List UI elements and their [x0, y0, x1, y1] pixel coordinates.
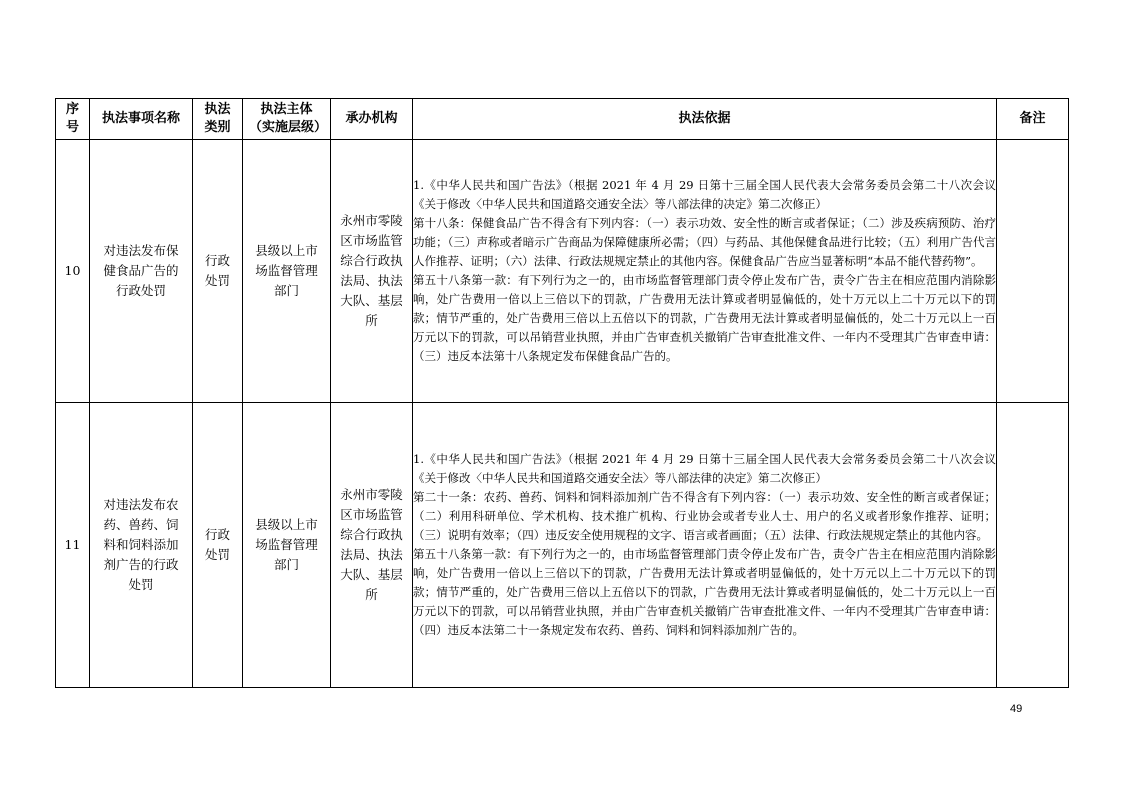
- cell-agency: 永州市零陵区市场监管综合行政执法局、执法大队、基层所: [331, 403, 413, 688]
- table-row: [56, 403, 1069, 688]
- basis-paragraph: 第五十八条第一款：有下列行为之一的，由市场监督管理部门责令停止发布广告，责令广告主在相应范围内消除影响，处广告费用一倍以上三倍以下的罚款，广告费用无法计算或者明显偏低的，处十万元以上二十万元以下的罚款；情节严重的，处广告费用三倍以上五倍以下的罚款，广告费用无法计算或者明显偏低的，处二十万元以上一百万元以下的罚款，可以吊销营业执照，并由广告审查机关撤销广告审查批准文件、一年内不受理其广告审查申请：（四）违反本法第二十一条规定发布农药、兽药、饲料和饲料添加剂广告的。: [413, 547, 996, 637]
- cell-subject: 县级以上市场监督管理部门: [243, 140, 331, 403]
- cell-basis: [413, 140, 997, 403]
- header-category: 执法类别: [193, 99, 243, 140]
- cell-remarks: [997, 403, 1069, 688]
- cell-agency: 永州市零陵区市场监管综合行政执法局、执法大队、基层所: [331, 140, 413, 403]
- cell-index: 10: [56, 140, 90, 403]
- basis-paragraph: 第五十八条第一款：有下列行为之一的，由市场监督管理部门责令停止发布广告，责令广告主在相应范围内消除影响，处广告费用一倍以上三倍以下的罚款，广告费用无法计算或者明显偏低的，处十万元以上二十万元以下的罚款；情节严重的，处广告费用三倍以上五倍以下的罚款，广告费用无法计算或者明显偏低的，处二十万元以上一百万元以下的罚款，可以吊销营业执照，并由广告审查机关撤销广告审查批准文件、一年内不受理其广告审查申请：（三）违反本法第十八条规定发布保健食品广告的。: [413, 273, 996, 363]
- cell-index: 11: [56, 403, 90, 688]
- basis-paragraph: 第十八条：保健食品广告不得含有下列内容：（一）表示功效、安全性的断言或者保证；（二）涉及疾病预防、治疗功能；（三）声称或者暗示广告商品为保障健康所必需；（四）与药品、其他保健食品进行比较；（五）利用广告代言人作推荐、证明；（六）法律、行政法规规定禁止的其他内容。保健食品广告应当显著标明“本品不能代替药物”。: [413, 216, 996, 268]
- header-subject: 执法主体（实施层级）: [243, 99, 331, 140]
- cell-basis: [413, 403, 997, 688]
- cell-remarks: [997, 140, 1069, 403]
- header-remarks: 备注: [997, 99, 1069, 140]
- cell-category: 行政处罚: [193, 403, 243, 688]
- header-name: 执法事项名称: [90, 99, 193, 140]
- cell-category: 行政处罚: [193, 140, 243, 403]
- law-enforcement-table: [55, 98, 1069, 688]
- basis-paragraph: 1.《中华人民共和国广告法》（根据 2021 年 4 月 29 日第十三届全国人民代表大会常务委员会第二十八次会议《关于修改〈中华人民共和国道路交通安全法〉等八部法律的决定》第二次修正）: [413, 452, 996, 485]
- cell-name: 对违法发布保健食品广告的行政处罚: [90, 140, 193, 403]
- header-index: 序号: [56, 99, 90, 140]
- header-basis: 执法依据: [413, 99, 997, 140]
- header-agency: 承办机构: [331, 99, 413, 140]
- cell-name: 对违法发布农药、兽药、饲料和饲料添加剂广告的行政处罚: [90, 403, 193, 688]
- basis-paragraph: 第二十一条：农药、兽药、饲料和饲料添加剂广告不得含有下列内容：（一）表示功效、安全性的断言或者保证；（二）利用科研单位、学术机构、技术推广机构、行业协会或者专业人士、用户的名义或者形象作推荐、证明；（三）说明有效率；（四）违反安全使用规程的文字、语言或者画面；（五）法律、行政法规规定禁止的其他内容。: [413, 490, 996, 542]
- cell-subject: 县级以上市场监督管理部门: [243, 403, 331, 688]
- basis-paragraph: 1.《中华人民共和国广告法》（根据 2021 年 4 月 29 日第十三届全国人民代表大会常务委员会第二十八次会议《关于修改〈中华人民共和国道路交通安全法〉等八部法律的决定》第二次修正）: [413, 178, 996, 211]
- page-number: 49: [1010, 703, 1023, 715]
- header-row: [56, 99, 1069, 140]
- table-row: [56, 140, 1069, 403]
